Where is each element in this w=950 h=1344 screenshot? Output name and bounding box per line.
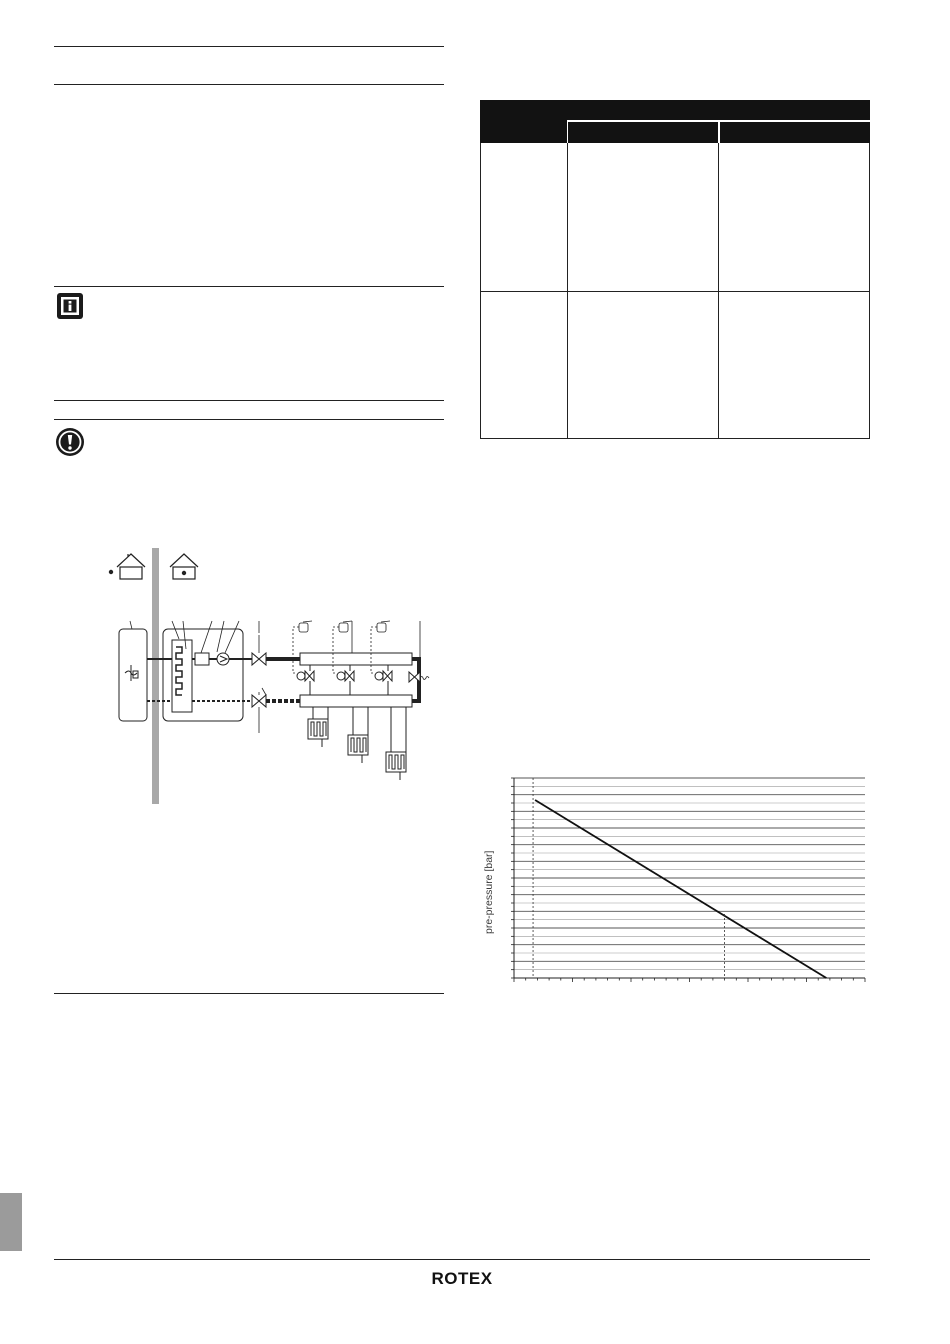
footer-rule xyxy=(54,1259,870,1260)
section-rule xyxy=(54,419,444,420)
chart-ylabel: pre-pressure [bar] xyxy=(483,850,495,934)
pre-pressure-chart xyxy=(505,770,875,990)
chart-ylabel-wrap xyxy=(483,850,497,1024)
house-icon xyxy=(117,554,145,579)
data-table xyxy=(480,100,870,439)
section-rule xyxy=(54,286,444,287)
table-subheader xyxy=(568,122,718,143)
section-rule xyxy=(54,46,444,47)
house-icon xyxy=(170,554,198,579)
hydraulic-diagram xyxy=(100,545,440,807)
chart-series-line xyxy=(535,800,826,978)
table-header-corner xyxy=(480,100,567,143)
chart-svg xyxy=(505,770,875,990)
side-tab xyxy=(0,1193,22,1251)
rotex-logo xyxy=(431,1268,493,1288)
exclamation-icon xyxy=(55,427,85,457)
section-rule xyxy=(54,84,444,85)
info-icon xyxy=(56,292,84,320)
section-rule xyxy=(54,993,444,994)
section-rule xyxy=(54,400,444,401)
svg-text:ROTEX: ROTEX xyxy=(431,1269,493,1288)
table-subheader xyxy=(720,122,870,143)
